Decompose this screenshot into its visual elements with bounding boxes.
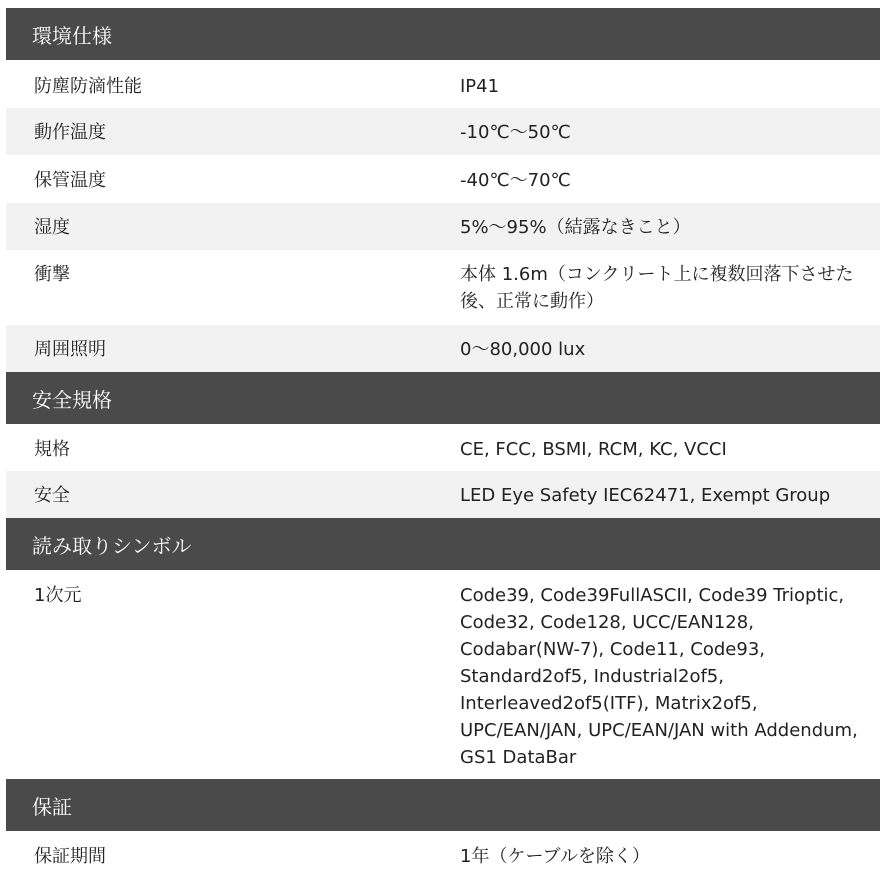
table-row [6,203,880,250]
row-label: 規格 [34,439,70,460]
table-row [6,108,880,155]
row-label: 保管温度 [34,170,106,191]
row-value: -10℃～50℃ [460,122,571,143]
table-row [6,155,880,203]
row-value: Code39, Code39FullASCII, Code39 Trioptic, Code32, Code128, UCC/EAN128, Codabar(NW-7), Code11, Code93, Standard2of5, Industrial2of5, Interleaved2of5(ITF), Matrix2of5, UPC/EAN/JAN, UPC/EAN/JAN with Addendum, GS1 DataBar [460,585,858,768]
row-label: 1次元 [34,585,82,606]
table-row [6,831,880,881]
table-row [6,471,880,518]
section-header-environment: 環境仕様 [6,8,880,60]
row-value: CE, FCC, BSMI, RCM, KC, VCCI [460,439,727,460]
table-row [6,325,880,372]
row-value: IP41 [460,76,500,97]
row-value: 1年（ケーブルを除く） [460,846,650,867]
section-header-warranty: 保証 [6,779,880,831]
row-value: 0～80,000 lux [460,339,586,360]
row-value: 5%～95%（結露なきこと） [460,217,691,238]
section-header-safety: 安全規格 [6,372,880,424]
row-label: 湿度 [34,217,70,238]
row-label: 動作温度 [34,122,106,143]
row-value: LED Eye Safety IEC62471, Exempt Group [460,485,831,506]
row-label: 衝撃 [34,264,70,285]
row-value: -40℃～70℃ [460,170,571,191]
section-header-symbology: 読み取りシンボル [6,518,880,570]
table-row [6,60,880,108]
table-row [6,570,880,779]
row-label: 防塵防滴性能 [34,76,142,97]
table-row [6,250,880,325]
row-label: 保証期間 [34,846,106,867]
row-label: 周囲照明 [34,339,106,360]
row-value: 本体 1.6m（コンクリート上に複数回落下させた後、正常に動作） [460,264,854,312]
table-row [6,424,880,471]
spec-table [6,8,880,881]
row-label: 安全 [34,485,70,506]
